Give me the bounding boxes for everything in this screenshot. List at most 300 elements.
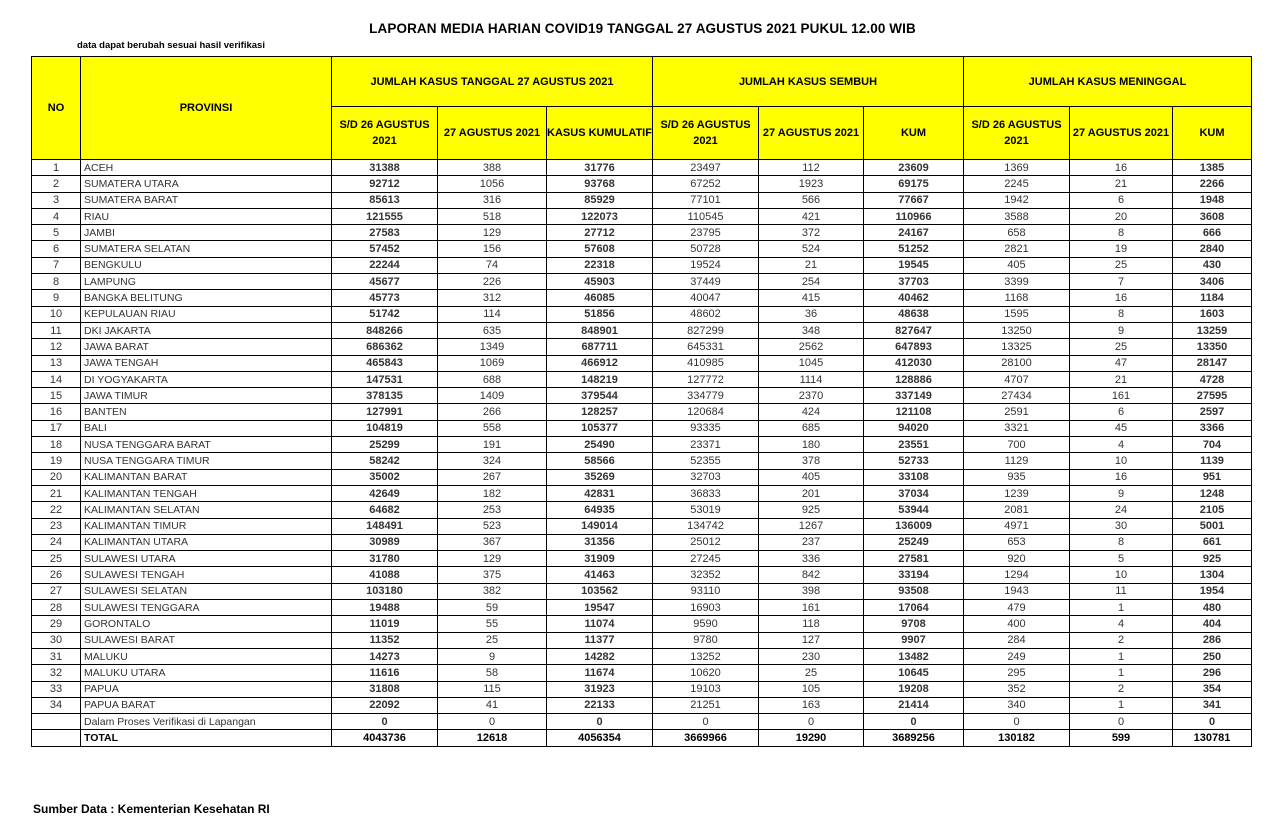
cell-no: 20: [32, 469, 81, 485]
cell-kasus-kum: 4056354: [547, 730, 653, 746]
cell-meninggal-kum: 480: [1173, 600, 1252, 616]
cell-provinsi: KALIMANTAN TENGAH: [81, 485, 332, 501]
cell-provinsi: KALIMANTAN SELATAN: [81, 502, 332, 518]
cell-sembuh-hari: 1045: [759, 355, 864, 371]
cell-meninggal-hari: 10: [1070, 453, 1173, 469]
table-row: [32, 583, 1252, 599]
cell-sembuh-hari: 524: [759, 241, 864, 257]
cell-provinsi: PAPUA: [81, 681, 332, 697]
cell-sembuh-sd: 0: [653, 714, 759, 730]
cell-sembuh-hari: 336: [759, 551, 864, 567]
cell-kasus-kum: 848901: [547, 322, 653, 338]
table-row: [32, 371, 1252, 387]
cell-meninggal-hari: 47: [1070, 355, 1173, 371]
cell-meninggal-sd: 4971: [964, 518, 1070, 534]
cell-provinsi: BANTEN: [81, 404, 332, 420]
cell-meninggal-kum: 130781: [1173, 730, 1252, 746]
cell-kasus-hari: 375: [438, 567, 547, 583]
cell-no: 33: [32, 681, 81, 697]
cell-kasus-hari: 316: [438, 192, 547, 208]
cell-no: 21: [32, 485, 81, 501]
cell-sembuh-kum: 19208: [864, 681, 964, 697]
cell-kasus-hari: 156: [438, 241, 547, 257]
cell-no: 32: [32, 665, 81, 681]
cell-kasus-kum: 19547: [547, 600, 653, 616]
cell-meninggal-kum: 5001: [1173, 518, 1252, 534]
cell-meninggal-kum: 341: [1173, 697, 1252, 713]
cell-meninggal-sd: 653: [964, 534, 1070, 550]
cell-sembuh-hari: 405: [759, 469, 864, 485]
cell-sembuh-sd: 120684: [653, 404, 759, 420]
cell-kasus-hari: 115: [438, 681, 547, 697]
cell-meninggal-hari: 9: [1070, 322, 1173, 338]
cell-kasus-kum: 149014: [547, 518, 653, 534]
cell-kasus-hari: 518: [438, 208, 547, 224]
cell-sembuh-hari: 1267: [759, 518, 864, 534]
cell-meninggal-kum: 1139: [1173, 453, 1252, 469]
cell-no: 29: [32, 616, 81, 632]
cell-kasus-sd: 686362: [332, 339, 438, 355]
cell-meninggal-hari: 10: [1070, 567, 1173, 583]
cell-provinsi: JAWA BARAT: [81, 339, 332, 355]
cell-meninggal-kum: 1184: [1173, 290, 1252, 306]
cell-kasus-sd: 35002: [332, 469, 438, 485]
cell-sembuh-sd: 23371: [653, 437, 759, 453]
cell-sembuh-kum: 136009: [864, 518, 964, 534]
cell-kasus-kum: 58566: [547, 453, 653, 469]
cell-meninggal-sd: 249: [964, 648, 1070, 664]
cell-no: 15: [32, 388, 81, 404]
cell-meninggal-sd: 340: [964, 697, 1070, 713]
verification-note: data dapat berubah sesuai hasil verifikasi: [77, 40, 265, 51]
table-row: [32, 355, 1252, 371]
cell-meninggal-sd: 1595: [964, 306, 1070, 322]
cell-sembuh-sd: 127772: [653, 371, 759, 387]
table-row: [32, 290, 1252, 306]
cell-no: 34: [32, 697, 81, 713]
cell-meninggal-sd: 13325: [964, 339, 1070, 355]
cell-meninggal-sd: 935: [964, 469, 1070, 485]
cell-sembuh-sd: 50728: [653, 241, 759, 257]
cell-sembuh-sd: 334779: [653, 388, 759, 404]
header-no: NO: [32, 57, 81, 160]
cell-meninggal-kum: 1385: [1173, 160, 1252, 176]
cell-no: 31: [32, 648, 81, 664]
header-sembuh-kum: KUM: [864, 107, 964, 160]
data-source: Sumber Data : Kementerian Kesehatan RI: [33, 802, 270, 816]
table-row: [32, 714, 1252, 730]
cell-sembuh-kum: 0: [864, 714, 964, 730]
cell-kasus-kum: 687711: [547, 339, 653, 355]
cell-sembuh-kum: 17064: [864, 600, 964, 616]
cell-meninggal-kum: 3608: [1173, 208, 1252, 224]
cell-kasus-kum: 42831: [547, 485, 653, 501]
table-row: [32, 648, 1252, 664]
cell-kasus-hari: 312: [438, 290, 547, 306]
cell-kasus-hari: 41: [438, 697, 547, 713]
cell-kasus-hari: 253: [438, 502, 547, 518]
cell-no: 7: [32, 257, 81, 273]
cell-sembuh-kum: 10645: [864, 665, 964, 681]
cell-provinsi: MALUKU: [81, 648, 332, 664]
cell-sembuh-hari: 19290: [759, 730, 864, 746]
cell-sembuh-hari: 163: [759, 697, 864, 713]
cell-meninggal-sd: 658: [964, 225, 1070, 241]
table-row: [32, 665, 1252, 681]
cell-provinsi: SUMATERA SELATAN: [81, 241, 332, 257]
cell-kasus-sd: 31388: [332, 160, 438, 176]
cell-kasus-hari: 1056: [438, 176, 547, 192]
table-row: [32, 306, 1252, 322]
cell-provinsi: SULAWESI BARAT: [81, 632, 332, 648]
cell-sembuh-hari: 415: [759, 290, 864, 306]
cell-sembuh-kum: 40462: [864, 290, 964, 306]
cell-meninggal-kum: 2266: [1173, 176, 1252, 192]
cell-kasus-hari: 25: [438, 632, 547, 648]
cell-no: 24: [32, 534, 81, 550]
cell-provinsi: SULAWESI SELATAN: [81, 583, 332, 599]
cell-no: 1: [32, 160, 81, 176]
cell-meninggal-sd: 405: [964, 257, 1070, 273]
cell-kasus-hari: 324: [438, 453, 547, 469]
cell-kasus-kum: 27712: [547, 225, 653, 241]
cell-kasus-hari: 74: [438, 257, 547, 273]
cell-meninggal-sd: 400: [964, 616, 1070, 632]
cell-kasus-hari: 688: [438, 371, 547, 387]
cell-meninggal-hari: 16: [1070, 469, 1173, 485]
cell-meninggal-kum: 1603: [1173, 306, 1252, 322]
cell-meninggal-kum: 704: [1173, 437, 1252, 453]
cell-sembuh-kum: 337149: [864, 388, 964, 404]
total-row: [32, 730, 1252, 746]
cell-no: 11: [32, 322, 81, 338]
cell-kasus-sd: 465843: [332, 355, 438, 371]
cell-meninggal-sd: 295: [964, 665, 1070, 681]
cell-sembuh-sd: 48602: [653, 306, 759, 322]
cell-sembuh-kum: 52733: [864, 453, 964, 469]
cell-kasus-hari: 1069: [438, 355, 547, 371]
header-kasus-kum: KASUS KUMULATIF: [547, 107, 653, 160]
cell-meninggal-hari: 8: [1070, 225, 1173, 241]
cell-meninggal-kum: 2597: [1173, 404, 1252, 420]
table-row: [32, 437, 1252, 453]
cell-no: 19: [32, 453, 81, 469]
cell-kasus-hari: 55: [438, 616, 547, 632]
cell-meninggal-hari: 16: [1070, 290, 1173, 306]
cell-provinsi: JAMBI: [81, 225, 332, 241]
cell-meninggal-sd: 352: [964, 681, 1070, 697]
cell-provinsi: DKI JAKARTA: [81, 322, 332, 338]
table-row: [32, 176, 1252, 192]
cell-meninggal-hari: 8: [1070, 534, 1173, 550]
cell-no: 6: [32, 241, 81, 257]
cell-kasus-sd: 378135: [332, 388, 438, 404]
cell-sembuh-hari: 398: [759, 583, 864, 599]
header-kasus-hari: 27 AGUSTUS 2021: [438, 107, 547, 160]
cell-no: 16: [32, 404, 81, 420]
cell-no: 23: [32, 518, 81, 534]
cell-sembuh-sd: 37449: [653, 274, 759, 290]
cell-meninggal-hari: 25: [1070, 339, 1173, 355]
cell-meninggal-hari: 4: [1070, 437, 1173, 453]
cell-meninggal-kum: 3366: [1173, 420, 1252, 436]
cell-sembuh-kum: 128886: [864, 371, 964, 387]
cell-meninggal-hari: 5: [1070, 551, 1173, 567]
cell-no: 26: [32, 567, 81, 583]
cell-kasus-hari: 382: [438, 583, 547, 599]
cell-sembuh-kum: 21414: [864, 697, 964, 713]
cell-sembuh-sd: 32703: [653, 469, 759, 485]
cell-meninggal-sd: 4707: [964, 371, 1070, 387]
cell-kasus-kum: 35269: [547, 469, 653, 485]
cell-meninggal-kum: 28147: [1173, 355, 1252, 371]
cell-sembuh-hari: 21: [759, 257, 864, 273]
cell-kasus-sd: 103180: [332, 583, 438, 599]
cell-kasus-hari: 523: [438, 518, 547, 534]
cell-kasus-kum: 105377: [547, 420, 653, 436]
cell-sembuh-hari: 2562: [759, 339, 864, 355]
cell-meninggal-hari: 2: [1070, 681, 1173, 697]
cell-sembuh-hari: 161: [759, 600, 864, 616]
cell-sembuh-hari: 1923: [759, 176, 864, 192]
cell-kasus-sd: 85613: [332, 192, 438, 208]
table-row: [32, 339, 1252, 355]
cell-sembuh-kum: 13482: [864, 648, 964, 664]
header-group-meninggal: JUMLAH KASUS MENINGGAL: [964, 57, 1252, 107]
cell-kasus-sd: 104819: [332, 420, 438, 436]
cell-provinsi: SULAWESI TENGGARA: [81, 600, 332, 616]
cell-meninggal-sd: 13250: [964, 322, 1070, 338]
cell-meninggal-hari: 8: [1070, 306, 1173, 322]
cell-meninggal-hari: 6: [1070, 404, 1173, 420]
cell-kasus-kum: 11377: [547, 632, 653, 648]
table-row: [32, 551, 1252, 567]
cell-sembuh-sd: 13252: [653, 648, 759, 664]
cell-sembuh-kum: 27581: [864, 551, 964, 567]
cell-sembuh-kum: 121108: [864, 404, 964, 420]
cell-kasus-sd: 42649: [332, 485, 438, 501]
table-row: [32, 404, 1252, 420]
cell-no: 12: [32, 339, 81, 355]
cell-sembuh-sd: 23497: [653, 160, 759, 176]
cell-no: 18: [32, 437, 81, 453]
table-row: [32, 616, 1252, 632]
cell-kasus-sd: 11616: [332, 665, 438, 681]
cell-kasus-kum: 11674: [547, 665, 653, 681]
cell-kasus-hari: 129: [438, 551, 547, 567]
cell-sembuh-kum: 51252: [864, 241, 964, 257]
cell-sembuh-sd: 67252: [653, 176, 759, 192]
cell-meninggal-sd: 284: [964, 632, 1070, 648]
cell-sembuh-hari: 25: [759, 665, 864, 681]
cell-provinsi: NUSA TENGGARA BARAT: [81, 437, 332, 453]
cell-meninggal-sd: 1369: [964, 160, 1070, 176]
cell-sembuh-sd: 827299: [653, 322, 759, 338]
cell-kasus-kum: 45903: [547, 274, 653, 290]
cell-sembuh-sd: 52355: [653, 453, 759, 469]
cell-meninggal-sd: 920: [964, 551, 1070, 567]
cell-kasus-hari: 129: [438, 225, 547, 241]
cell-meninggal-hari: 21: [1070, 176, 1173, 192]
cell-kasus-sd: 19488: [332, 600, 438, 616]
cell-kasus-kum: 128257: [547, 404, 653, 420]
cell-sembuh-hari: 118: [759, 616, 864, 632]
cell-sembuh-sd: 93335: [653, 420, 759, 436]
cell-sembuh-sd: 53019: [653, 502, 759, 518]
cell-sembuh-kum: 69175: [864, 176, 964, 192]
cell-provinsi: KALIMANTAN UTARA: [81, 534, 332, 550]
cell-provinsi: TOTAL: [81, 730, 332, 746]
cell-kasus-kum: 22133: [547, 697, 653, 713]
cell-kasus-kum: 46085: [547, 290, 653, 306]
cell-meninggal-kum: 925: [1173, 551, 1252, 567]
cell-meninggal-sd: 2821: [964, 241, 1070, 257]
cell-sembuh-sd: 40047: [653, 290, 759, 306]
cell-meninggal-kum: 1954: [1173, 583, 1252, 599]
cell-meninggal-hari: 1: [1070, 665, 1173, 681]
cell-kasus-sd: 22244: [332, 257, 438, 273]
cell-sembuh-hari: 254: [759, 274, 864, 290]
cell-kasus-sd: 148491: [332, 518, 438, 534]
cell-sembuh-kum: 9907: [864, 632, 964, 648]
cell-kasus-kum: 31923: [547, 681, 653, 697]
cell-meninggal-sd: 1129: [964, 453, 1070, 469]
cell-no: 22: [32, 502, 81, 518]
cell-meninggal-hari: 9: [1070, 485, 1173, 501]
cell-meninggal-hari: 11: [1070, 583, 1173, 599]
cell-meninggal-kum: 27595: [1173, 388, 1252, 404]
cell-sembuh-sd: 9590: [653, 616, 759, 632]
cell-kasus-hari: 182: [438, 485, 547, 501]
cell-kasus-hari: 388: [438, 160, 547, 176]
cell-meninggal-sd: 1168: [964, 290, 1070, 306]
table-row: [32, 567, 1252, 583]
cell-provinsi: KEPULAUAN RIAU: [81, 306, 332, 322]
cell-sembuh-hari: 348: [759, 322, 864, 338]
cell-provinsi: SUMATERA UTARA: [81, 176, 332, 192]
cell-sembuh-sd: 27245: [653, 551, 759, 567]
cell-kasus-sd: 4043736: [332, 730, 438, 746]
cell-meninggal-sd: 3321: [964, 420, 1070, 436]
cell-kasus-kum: 11074: [547, 616, 653, 632]
cell-kasus-sd: 11019: [332, 616, 438, 632]
cell-provinsi: KALIMANTAN TIMUR: [81, 518, 332, 534]
cell-meninggal-hari: 25: [1070, 257, 1173, 273]
cell-meninggal-sd: 27434: [964, 388, 1070, 404]
cell-sembuh-sd: 645331: [653, 339, 759, 355]
cell-kasus-kum: 0: [547, 714, 653, 730]
cell-sembuh-kum: 24167: [864, 225, 964, 241]
table-row: [32, 208, 1252, 224]
cell-sembuh-kum: 48638: [864, 306, 964, 322]
cell-meninggal-hari: 19: [1070, 241, 1173, 257]
table-row: [32, 600, 1252, 616]
cell-kasus-hari: 266: [438, 404, 547, 420]
cell-meninggal-hari: 7: [1070, 274, 1173, 290]
cell-sembuh-hari: 421: [759, 208, 864, 224]
cell-meninggal-sd: 1294: [964, 567, 1070, 583]
cell-kasus-kum: 103562: [547, 583, 653, 599]
cell-sembuh-kum: 19545: [864, 257, 964, 273]
table-row: [32, 453, 1252, 469]
cell-sembuh-sd: 9780: [653, 632, 759, 648]
table-row: [32, 192, 1252, 208]
cell-meninggal-kum: 666: [1173, 225, 1252, 241]
cell-meninggal-sd: 2591: [964, 404, 1070, 420]
cell-provinsi: DI YOGYAKARTA: [81, 371, 332, 387]
cell-provinsi: LAMPUNG: [81, 274, 332, 290]
cell-meninggal-hari: 599: [1070, 730, 1173, 746]
cell-no: 30: [32, 632, 81, 648]
cell-meninggal-hari: 24: [1070, 502, 1173, 518]
cell-kasus-sd: 31780: [332, 551, 438, 567]
cell-kasus-kum: 85929: [547, 192, 653, 208]
cell-kasus-hari: 9: [438, 648, 547, 664]
cell-no: 28: [32, 600, 81, 616]
cell-no: [32, 714, 81, 730]
cell-sembuh-kum: 33194: [864, 567, 964, 583]
cell-sembuh-hari: 842: [759, 567, 864, 583]
table-row: [32, 534, 1252, 550]
table-row: [32, 160, 1252, 176]
cell-no: [32, 730, 81, 746]
cell-sembuh-hari: 127: [759, 632, 864, 648]
cell-kasus-sd: 31808: [332, 681, 438, 697]
cell-meninggal-hari: 161: [1070, 388, 1173, 404]
cell-kasus-sd: 64682: [332, 502, 438, 518]
cell-meninggal-kum: 1948: [1173, 192, 1252, 208]
header-meninggal-sd: S/D 26 AGUSTUS 2021: [964, 107, 1070, 160]
cell-meninggal-kum: 0: [1173, 714, 1252, 730]
cell-meninggal-kum: 3406: [1173, 274, 1252, 290]
cell-kasus-kum: 41463: [547, 567, 653, 583]
cell-sembuh-hari: 112: [759, 160, 864, 176]
cell-meninggal-hari: 1: [1070, 697, 1173, 713]
cell-kasus-kum: 148219: [547, 371, 653, 387]
cell-meninggal-sd: 0: [964, 714, 1070, 730]
cell-meninggal-kum: 1248: [1173, 485, 1252, 501]
covid-report-table: [31, 56, 1252, 747]
cell-kasus-sd: 22092: [332, 697, 438, 713]
cell-kasus-hari: 267: [438, 469, 547, 485]
cell-meninggal-kum: 13259: [1173, 322, 1252, 338]
cell-sembuh-sd: 77101: [653, 192, 759, 208]
cell-sembuh-hari: 925: [759, 502, 864, 518]
cell-kasus-kum: 25490: [547, 437, 653, 453]
cell-kasus-kum: 31909: [547, 551, 653, 567]
header-meninggal-hari: 27 AGUSTUS 2021: [1070, 107, 1173, 160]
cell-meninggal-sd: 2245: [964, 176, 1070, 192]
cell-sembuh-sd: 10620: [653, 665, 759, 681]
cell-kasus-sd: 41088: [332, 567, 438, 583]
cell-provinsi: BALI: [81, 420, 332, 436]
cell-provinsi: ACEH: [81, 160, 332, 176]
cell-kasus-sd: 25299: [332, 437, 438, 453]
cell-kasus-kum: 51856: [547, 306, 653, 322]
cell-kasus-sd: 27583: [332, 225, 438, 241]
cell-meninggal-sd: 28100: [964, 355, 1070, 371]
table-row: [32, 241, 1252, 257]
cell-provinsi: SULAWESI TENGAH: [81, 567, 332, 583]
cell-sembuh-kum: 647893: [864, 339, 964, 355]
cell-sembuh-sd: 23795: [653, 225, 759, 241]
cell-meninggal-kum: 13350: [1173, 339, 1252, 355]
cell-meninggal-hari: 2: [1070, 632, 1173, 648]
cell-sembuh-kum: 33108: [864, 469, 964, 485]
cell-kasus-hari: 59: [438, 600, 547, 616]
cell-meninggal-sd: 3588: [964, 208, 1070, 224]
cell-provinsi: SULAWESI UTARA: [81, 551, 332, 567]
